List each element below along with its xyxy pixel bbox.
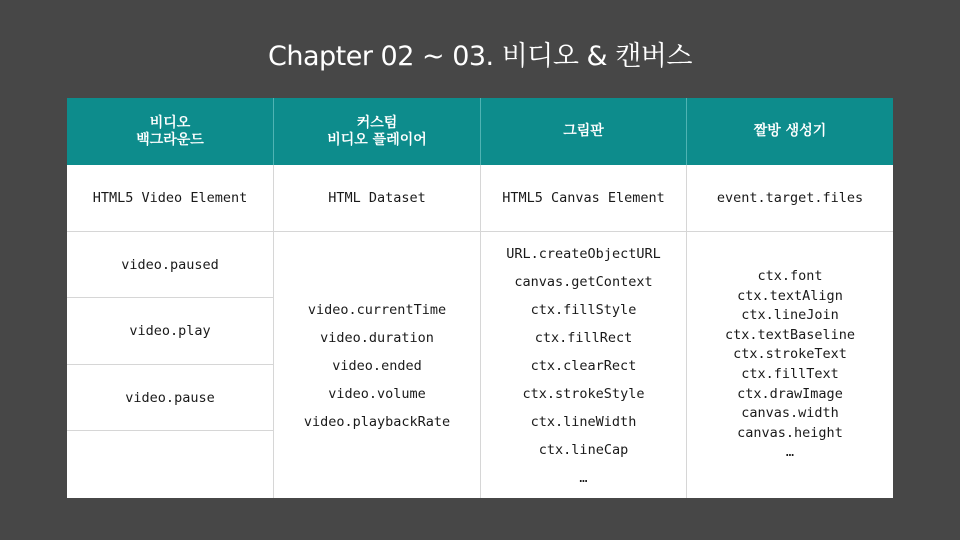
header-divider bbox=[273, 98, 274, 165]
header-divider bbox=[480, 98, 481, 165]
api-item: canvas.height bbox=[737, 424, 843, 441]
header-line: 비디오 플레이어 bbox=[327, 131, 427, 148]
api-item: ctx.fillText bbox=[741, 365, 839, 382]
header-line: 그림판 bbox=[563, 123, 604, 139]
api-item: video.playbackRate bbox=[303, 414, 451, 430]
api-item bbox=[67, 431, 273, 498]
api-item: video.play bbox=[129, 323, 211, 339]
topic-cell: HTML5 Video Element bbox=[92, 190, 248, 206]
api-item: ctx.strokeStyle bbox=[522, 386, 645, 402]
header-line: 커스텀 bbox=[356, 114, 398, 131]
slide-title: Chapter 02 ~ 03. 비디오 & 캔버스 bbox=[268, 41, 692, 72]
api-item: canvas.width bbox=[741, 405, 839, 422]
topic-cell: HTML5 Canvas Element bbox=[502, 190, 665, 206]
api-item: ctx.clearRect bbox=[530, 358, 637, 374]
api-item: ctx.fillStyle bbox=[530, 302, 637, 318]
api-item: ctx.lineCap bbox=[538, 442, 629, 458]
api-item: ctx.lineWidth bbox=[530, 414, 637, 430]
api-item: ctx.fillRect bbox=[534, 330, 633, 346]
api-item: … bbox=[579, 470, 588, 486]
header-drawing-board bbox=[481, 98, 686, 165]
header-video-background bbox=[67, 98, 273, 165]
api-item: video.volume bbox=[328, 386, 426, 402]
header-custom-video-player bbox=[274, 98, 480, 165]
api-item: video.currentTime bbox=[307, 302, 447, 318]
api-list bbox=[274, 296, 480, 436]
topic-cell: event.target.files bbox=[716, 190, 864, 206]
api-item: video.duration bbox=[320, 330, 434, 346]
api-item: canvas.getContext bbox=[514, 274, 653, 290]
api-item: ctx.font bbox=[757, 268, 823, 284]
api-item: video.paused bbox=[121, 256, 219, 273]
api-item: URL.createObjectURL bbox=[506, 246, 661, 262]
header-line: 비디오 bbox=[149, 114, 191, 131]
api-list bbox=[481, 240, 686, 492]
api-item: ctx.textAlign bbox=[737, 287, 843, 304]
api-item: ctx.lineJoin bbox=[741, 307, 839, 324]
topic-table bbox=[67, 98, 893, 498]
api-item: … bbox=[785, 444, 795, 461]
header-divider bbox=[686, 98, 687, 165]
api-list bbox=[687, 267, 893, 463]
topic-cell: HTML Dataset bbox=[328, 190, 426, 206]
header-line: 짤방 생성기 bbox=[753, 123, 827, 139]
header-line: 백그라운드 bbox=[136, 131, 204, 148]
api-item: ctx.strokeText bbox=[733, 346, 847, 363]
api-item: video.pause bbox=[125, 389, 215, 406]
api-item: ctx.textBaseline bbox=[724, 326, 856, 343]
header-meme-generator bbox=[687, 98, 893, 165]
api-item: ctx.drawImage bbox=[737, 385, 843, 402]
api-item: video.ended bbox=[332, 358, 422, 374]
